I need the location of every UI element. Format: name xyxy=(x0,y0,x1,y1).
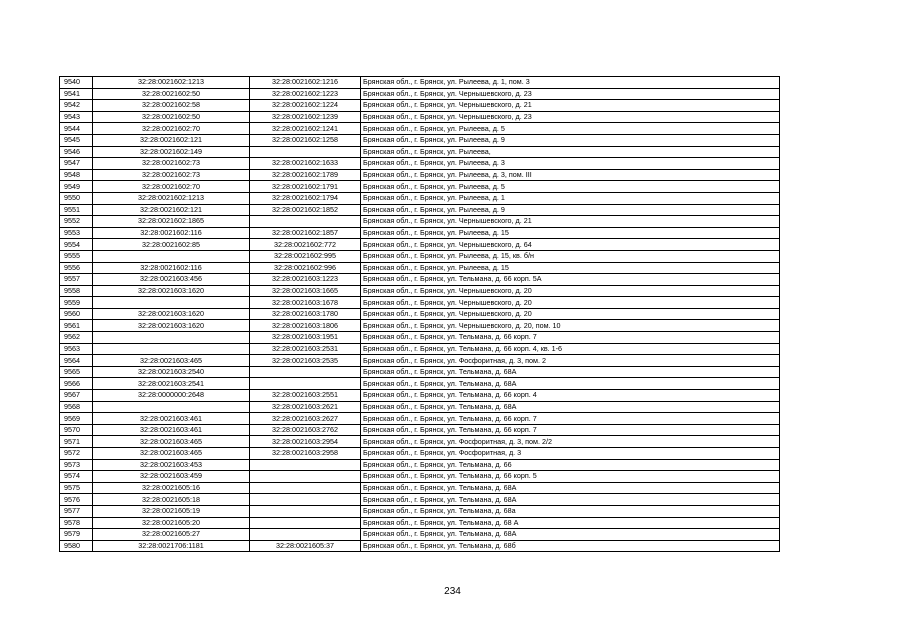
object-cadastral-number-cell: 32:28:0021603:2551 xyxy=(250,390,361,402)
parcel-cadastral-number-cell: 32:28:0021602:50 xyxy=(93,88,250,100)
row-number-cell: 9559 xyxy=(60,297,93,309)
row-number-cell: 9549 xyxy=(60,181,93,193)
parcel-cadastral-number-cell: 32:28:0021602:121 xyxy=(93,204,250,216)
address-cell: Брянская обл., г. Брянск, ул. Тельмана, д. 66 корп. 7 xyxy=(361,424,780,436)
table-row xyxy=(60,204,780,216)
address-cell: Брянская обл., г. Брянск, ул. Рылеева, д. 5 xyxy=(361,123,780,135)
table-row xyxy=(60,297,780,309)
object-cadastral-number-cell xyxy=(250,146,361,158)
row-number-cell: 9565 xyxy=(60,366,93,378)
address-cell: Брянская обл., г. Брянск, ул. Тельмана, д. 68А xyxy=(361,529,780,541)
parcel-cadastral-number-cell: 32:28:0021602:58 xyxy=(93,100,250,112)
parcel-cadastral-number-cell xyxy=(93,401,250,413)
object-cadastral-number-cell: 32:28:0021602:1794 xyxy=(250,192,361,204)
registry-table xyxy=(59,76,780,552)
table-row xyxy=(60,77,780,89)
table-row xyxy=(60,274,780,286)
row-number-cell: 9563 xyxy=(60,343,93,355)
object-cadastral-number-cell: 32:28:0021603:1665 xyxy=(250,285,361,297)
parcel-cadastral-number-cell: 32:28:0021602:1213 xyxy=(93,192,250,204)
row-number-cell: 9545 xyxy=(60,134,93,146)
parcel-cadastral-number-cell: 32:28:0021602:121 xyxy=(93,134,250,146)
row-number-cell: 9544 xyxy=(60,123,93,135)
object-cadastral-number-cell: 32:28:0021602:1224 xyxy=(250,100,361,112)
table-row xyxy=(60,308,780,320)
row-number-cell: 9576 xyxy=(60,494,93,506)
row-number-cell: 9541 xyxy=(60,88,93,100)
table-row xyxy=(60,227,780,239)
address-cell: Брянская обл., г. Брянск, ул. Тельмана, д. 66 xyxy=(361,459,780,471)
address-cell: Брянская обл., г. Брянск, ул. Тельмана, д. 68б xyxy=(361,540,780,552)
table-row xyxy=(60,459,780,471)
row-number-cell: 9569 xyxy=(60,413,93,425)
address-cell: Брянская обл., г. Брянск, ул. Рылеева, д. 3 xyxy=(361,158,780,170)
object-cadastral-number-cell: 32:28:0021602:1852 xyxy=(250,204,361,216)
row-number-cell: 9550 xyxy=(60,192,93,204)
row-number-cell: 9553 xyxy=(60,227,93,239)
address-cell: Брянская обл., г. Брянск, ул. Чернышевского, д. 23 xyxy=(361,88,780,100)
object-cadastral-number-cell: 32:28:0021603:1780 xyxy=(250,308,361,320)
address-cell: Брянская обл., г. Брянск, ул. Тельмана, д. 66 корп. 4, кв. 1-6 xyxy=(361,343,780,355)
address-cell: Брянская обл., г. Брянск, ул. Тельмана, д. 66 корп. 7 xyxy=(361,413,780,425)
object-cadastral-number-cell: 32:28:0021602:1216 xyxy=(250,77,361,89)
address-cell: Брянская обл., г. Брянск, ул. Чернышевского, д. 21 xyxy=(361,100,780,112)
parcel-cadastral-number-cell: 32:28:0021603:461 xyxy=(93,413,250,425)
parcel-cadastral-number-cell: 32:28:0021603:1620 xyxy=(93,320,250,332)
parcel-cadastral-number-cell: 32:28:0021603:456 xyxy=(93,274,250,286)
object-cadastral-number-cell: 32:28:0021603:2535 xyxy=(250,355,361,367)
row-number-cell: 9571 xyxy=(60,436,93,448)
address-cell: Брянская обл., г. Брянск, ул. Чернышевского, д. 64 xyxy=(361,239,780,251)
address-cell: Брянская обл., г. Брянск, ул. Чернышевского, д. 20, пом. 10 xyxy=(361,320,780,332)
parcel-cadastral-number-cell: 32:28:0021603:465 xyxy=(93,436,250,448)
object-cadastral-number-cell: 32:28:0021603:2958 xyxy=(250,448,361,460)
address-cell: Брянская обл., г. Брянск, ул. Тельмана, д. 68А xyxy=(361,482,780,494)
parcel-cadastral-number-cell: 32:28:0021603:465 xyxy=(93,448,250,460)
table-row xyxy=(60,390,780,402)
table-row xyxy=(60,262,780,274)
table-row xyxy=(60,100,780,112)
row-number-cell: 9558 xyxy=(60,285,93,297)
object-cadastral-number-cell: 32:28:0021603:1951 xyxy=(250,332,361,344)
parcel-cadastral-number-cell: 32:28:0021603:1620 xyxy=(93,285,250,297)
row-number-cell: 9566 xyxy=(60,378,93,390)
table-row xyxy=(60,517,780,529)
table-row xyxy=(60,88,780,100)
table-row xyxy=(60,158,780,170)
address-cell: Брянская обл., г. Брянск, ул. Рылеева, xyxy=(361,146,780,158)
parcel-cadastral-number-cell: 32:28:0021605:19 xyxy=(93,505,250,517)
table-row xyxy=(60,123,780,135)
parcel-cadastral-number-cell: 32:28:0021603:2540 xyxy=(93,366,250,378)
parcel-cadastral-number-cell: 32:28:0021602:149 xyxy=(93,146,250,158)
address-cell: Брянская обл., г. Брянск, ул. Рылеева, д. 15 xyxy=(361,227,780,239)
table-row xyxy=(60,111,780,123)
address-cell: Брянская обл., г. Брянск, ул. Тельмана, д. 66 корп. 4 xyxy=(361,390,780,402)
table-row xyxy=(60,401,780,413)
object-cadastral-number-cell: 32:28:0021602:1239 xyxy=(250,111,361,123)
row-number-cell: 9547 xyxy=(60,158,93,170)
address-cell: Брянская обл., г. Брянск, ул. Чернышевского, д. 21 xyxy=(361,216,780,228)
row-number-cell: 9579 xyxy=(60,529,93,541)
table-row xyxy=(60,355,780,367)
row-number-cell: 9574 xyxy=(60,471,93,483)
parcel-cadastral-number-cell: 32:28:0021602:1213 xyxy=(93,77,250,89)
parcel-cadastral-number-cell: 32:28:0021605:20 xyxy=(93,517,250,529)
row-number-cell: 9567 xyxy=(60,390,93,402)
parcel-cadastral-number-cell xyxy=(93,250,250,262)
row-number-cell: 9570 xyxy=(60,424,93,436)
address-cell: Брянская обл., г. Брянск, ул. Тельмана, д. 66 корп. 5А xyxy=(361,274,780,286)
address-cell: Брянская обл., г. Брянск, ул. Рылеева, д. 9 xyxy=(361,134,780,146)
parcel-cadastral-number-cell: 32:28:0021605:16 xyxy=(93,482,250,494)
row-number-cell: 9540 xyxy=(60,77,93,89)
address-cell: Брянская обл., г. Брянск, ул. Тельмана, д. 66 корп. 5 xyxy=(361,471,780,483)
address-cell: Брянская обл., г. Брянск, ул. Рылеева, д. 15, кв. б/н xyxy=(361,250,780,262)
table-row xyxy=(60,146,780,158)
object-cadastral-number-cell: 32:28:0021603:2627 xyxy=(250,413,361,425)
parcel-cadastral-number-cell xyxy=(93,332,250,344)
parcel-cadastral-number-cell xyxy=(93,343,250,355)
row-number-cell: 9551 xyxy=(60,204,93,216)
parcel-cadastral-number-cell: 32:28:0021603:2541 xyxy=(93,378,250,390)
address-cell: Брянская обл., г. Брянск, ул. Тельмана, д. 68а xyxy=(361,505,780,517)
object-cadastral-number-cell: 32:28:0021605:37 xyxy=(250,540,361,552)
address-cell: Брянская обл., г. Брянск, ул. Чернышевского, д. 20 xyxy=(361,285,780,297)
parcel-cadastral-number-cell: 32:28:0021602:73 xyxy=(93,158,250,170)
table-row xyxy=(60,343,780,355)
object-cadastral-number-cell xyxy=(250,366,361,378)
row-number-cell: 9564 xyxy=(60,355,93,367)
table-row xyxy=(60,320,780,332)
object-cadastral-number-cell xyxy=(250,378,361,390)
parcel-cadastral-number-cell: 32:28:0021602:70 xyxy=(93,181,250,193)
object-cadastral-number-cell xyxy=(250,494,361,506)
row-number-cell: 9561 xyxy=(60,320,93,332)
address-cell: Брянская обл., г. Брянск, ул. Чернышевского, д. 20 xyxy=(361,308,780,320)
table-row xyxy=(60,169,780,181)
object-cadastral-number-cell: 32:28:0021603:1806 xyxy=(250,320,361,332)
object-cadastral-number-cell xyxy=(250,505,361,517)
address-cell: Брянская обл., г. Брянск, ул. Чернышевского, д. 23 xyxy=(361,111,780,123)
table-row xyxy=(60,181,780,193)
object-cadastral-number-cell xyxy=(250,216,361,228)
address-cell: Брянская обл., г. Брянск, ул. Тельмана, д. 68А xyxy=(361,494,780,506)
object-cadastral-number-cell: 32:28:0021602:1258 xyxy=(250,134,361,146)
registry-table-body xyxy=(60,77,780,552)
table-row xyxy=(60,216,780,228)
row-number-cell: 9580 xyxy=(60,540,93,552)
row-number-cell: 9575 xyxy=(60,482,93,494)
address-cell: Брянская обл., г. Брянск, ул. Тельмана, д. 68А xyxy=(361,366,780,378)
object-cadastral-number-cell: 32:28:0021602:772 xyxy=(250,239,361,251)
parcel-cadastral-number-cell: 32:28:0021603:461 xyxy=(93,424,250,436)
row-number-cell: 9546 xyxy=(60,146,93,158)
object-cadastral-number-cell xyxy=(250,471,361,483)
object-cadastral-number-cell xyxy=(250,482,361,494)
parcel-cadastral-number-cell: 32:28:0000000:2648 xyxy=(93,390,250,402)
table-row xyxy=(60,250,780,262)
row-number-cell: 9548 xyxy=(60,169,93,181)
address-cell: Брянская обл., г. Брянск, ул. Тельмана, д. 68 А xyxy=(361,517,780,529)
row-number-cell: 9557 xyxy=(60,274,93,286)
table-row xyxy=(60,366,780,378)
object-cadastral-number-cell: 32:28:0021603:2621 xyxy=(250,401,361,413)
object-cadastral-number-cell xyxy=(250,517,361,529)
address-cell: Брянская обл., г. Брянск, ул. Фосфоритная, д. 3 xyxy=(361,448,780,460)
row-number-cell: 9556 xyxy=(60,262,93,274)
object-cadastral-number-cell: 32:28:0021603:2954 xyxy=(250,436,361,448)
table-row xyxy=(60,482,780,494)
row-number-cell: 9542 xyxy=(60,100,93,112)
row-number-cell: 9562 xyxy=(60,332,93,344)
parcel-cadastral-number-cell: 32:28:0021602:85 xyxy=(93,239,250,251)
row-number-cell: 9577 xyxy=(60,505,93,517)
row-number-cell: 9568 xyxy=(60,401,93,413)
row-number-cell: 9560 xyxy=(60,308,93,320)
table-row xyxy=(60,378,780,390)
parcel-cadastral-number-cell: 32:28:0021602:116 xyxy=(93,227,250,239)
address-cell: Брянская обл., г. Брянск, ул. Фосфоритная, д. 3, пом. 2 xyxy=(361,355,780,367)
parcel-cadastral-number-cell: 32:28:0021602:73 xyxy=(93,169,250,181)
parcel-cadastral-number-cell: 32:28:0021605:18 xyxy=(93,494,250,506)
parcel-cadastral-number-cell: 32:28:0021602:1865 xyxy=(93,216,250,228)
object-cadastral-number-cell: 32:28:0021602:1633 xyxy=(250,158,361,170)
table-row xyxy=(60,239,780,251)
address-cell: Брянская обл., г. Брянск, ул. Тельмана, д. 66 корп. 7 xyxy=(361,332,780,344)
table-row xyxy=(60,505,780,517)
row-number-cell: 9573 xyxy=(60,459,93,471)
address-cell: Брянская обл., г. Брянск, ул. Рылеева, д. 1 xyxy=(361,192,780,204)
row-number-cell: 9555 xyxy=(60,250,93,262)
table-row xyxy=(60,436,780,448)
object-cadastral-number-cell: 32:28:0021603:1678 xyxy=(250,297,361,309)
object-cadastral-number-cell: 32:28:0021602:996 xyxy=(250,262,361,274)
row-number-cell: 9554 xyxy=(60,239,93,251)
object-cadastral-number-cell: 32:28:0021602:995 xyxy=(250,250,361,262)
object-cadastral-number-cell: 32:28:0021602:1789 xyxy=(250,169,361,181)
address-cell: Брянская обл., г. Брянск, ул. Рылеева, д. 3, пом. III xyxy=(361,169,780,181)
table-row xyxy=(60,494,780,506)
table-row xyxy=(60,448,780,460)
parcel-cadastral-number-cell: 32:28:0021605:27 xyxy=(93,529,250,541)
parcel-cadastral-number-cell: 32:28:0021706:1181 xyxy=(93,540,250,552)
table-row xyxy=(60,471,780,483)
parcel-cadastral-number-cell: 32:28:0021602:116 xyxy=(93,262,250,274)
table-row xyxy=(60,529,780,541)
parcel-cadastral-number-cell: 32:28:0021602:50 xyxy=(93,111,250,123)
object-cadastral-number-cell: 32:28:0021603:2531 xyxy=(250,343,361,355)
parcel-cadastral-number-cell: 32:28:0021602:70 xyxy=(93,123,250,135)
address-cell: Брянская обл., г. Брянск, ул. Рылеева, д. 15 xyxy=(361,262,780,274)
address-cell: Брянская обл., г. Брянск, ул. Рылеева, д. 5 xyxy=(361,181,780,193)
parcel-cadastral-number-cell xyxy=(93,297,250,309)
object-cadastral-number-cell: 32:28:0021602:1857 xyxy=(250,227,361,239)
table-row xyxy=(60,413,780,425)
parcel-cadastral-number-cell: 32:28:0021603:453 xyxy=(93,459,250,471)
table-row xyxy=(60,285,780,297)
parcel-cadastral-number-cell: 32:28:0021603:459 xyxy=(93,471,250,483)
object-cadastral-number-cell: 32:28:0021602:1241 xyxy=(250,123,361,135)
object-cadastral-number-cell: 32:28:0021603:1223 xyxy=(250,274,361,286)
row-number-cell: 9543 xyxy=(60,111,93,123)
object-cadastral-number-cell: 32:28:0021603:2762 xyxy=(250,424,361,436)
table-row xyxy=(60,540,780,552)
parcel-cadastral-number-cell: 32:28:0021603:465 xyxy=(93,355,250,367)
address-cell: Брянская обл., г. Брянск, ул. Рылеева, д. 1, пом. 3 xyxy=(361,77,780,89)
table-row xyxy=(60,134,780,146)
row-number-cell: 9572 xyxy=(60,448,93,460)
page-number: 234 xyxy=(444,586,461,597)
row-number-cell: 9578 xyxy=(60,517,93,529)
table-row xyxy=(60,424,780,436)
object-cadastral-number-cell xyxy=(250,459,361,471)
address-cell: Брянская обл., г. Брянск, ул. Чернышевского, д. 20 xyxy=(361,297,780,309)
parcel-cadastral-number-cell: 32:28:0021603:1620 xyxy=(93,308,250,320)
address-cell: Брянская обл., г. Брянск, ул. Рылеева, д. 9 xyxy=(361,204,780,216)
address-cell: Брянская обл., г. Брянск, ул. Тельмана, д. 68А xyxy=(361,378,780,390)
table-row xyxy=(60,332,780,344)
address-cell: Брянская обл., г. Брянск, ул. Фосфоритная, д. 3, пом. 2/2 xyxy=(361,436,780,448)
table-row xyxy=(60,192,780,204)
address-cell: Брянская обл., г. Брянск, ул. Тельмана, д. 68А xyxy=(361,401,780,413)
row-number-cell: 9552 xyxy=(60,216,93,228)
object-cadastral-number-cell: 32:28:0021602:1223 xyxy=(250,88,361,100)
object-cadastral-number-cell: 32:28:0021602:1791 xyxy=(250,181,361,193)
object-cadastral-number-cell xyxy=(250,529,361,541)
